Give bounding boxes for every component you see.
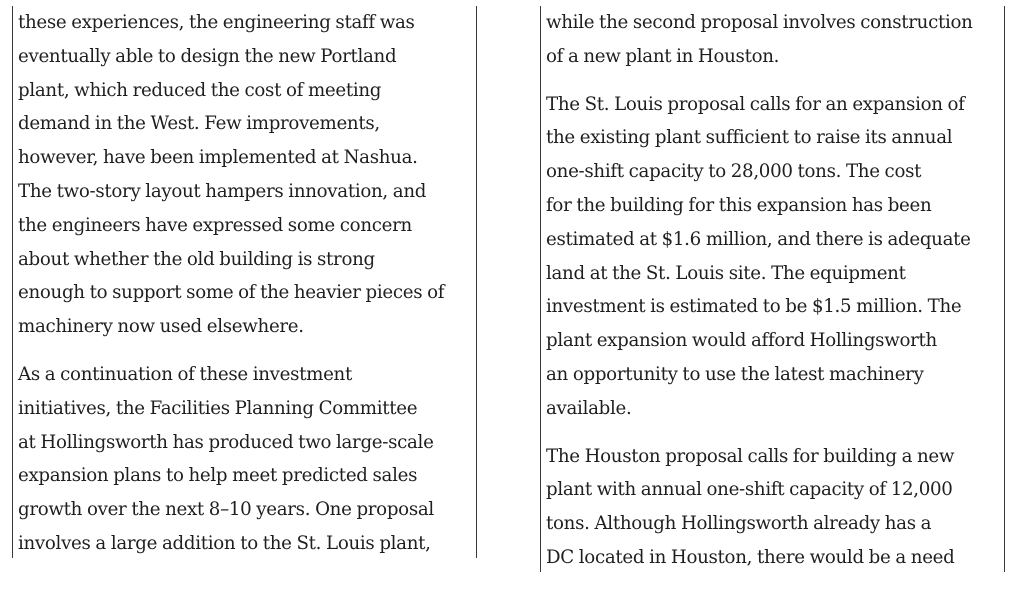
text-line: estimated at $1.6 million, and there is adequate [546,228,971,250]
text-line: the existing plant sufficient to raise its annual [546,127,953,149]
text-line: enough to support some of the heavier pieces of [18,282,445,304]
right-paragraph-3 [546,440,999,575]
text-line: tons. Although Hollingsworth already has a [546,513,932,535]
text-line: eventually able to design the new Portland [18,45,397,67]
left-text-column [12,6,477,558]
text-line: these experiences, the engineering staff was [18,12,415,33]
text-line: The Houston proposal calls for building a new [546,445,955,467]
text-line: one-shift capacity to 28,000 tons. The cost [546,161,922,183]
right-paragraph-1 [546,6,999,74]
right-text-column [540,6,1005,572]
text-line: however, have been implemented at Nashua. [18,147,418,169]
right-paragraph-2 [546,88,999,426]
left-paragraph-2 [18,358,471,561]
text-line: plant with annual one-shift capacity of 12,000 [546,479,953,501]
text-line: land at the St. Louis site. The equipment [546,262,906,284]
text-line: an opportunity to use the latest machinery [546,363,924,385]
text-line: The St. Louis proposal calls for an expansion of [546,93,965,115]
text-line: about whether the old building is strong [18,248,375,270]
text-line: initiatives, the Facilities Planning Committee [18,397,418,419]
text-line: investment is estimated to be $1.5 million. The [546,296,962,318]
text-line: growth over the next 8–10 years. One proposal [18,499,434,521]
text-line: for the building for this expansion has been [546,194,932,216]
text-line: DC located in Houston, there would be a need [546,546,955,568]
text-line: of a new plant in Houston. [546,45,780,67]
text-line: while the second proposal involves construction [546,12,973,33]
text-line: demand in the West. Few improvements, [18,113,380,135]
text-line: As a continuation of these investment [18,363,352,385]
text-line: expansion plans to help meet predicted sales [18,465,418,487]
text-line: The two-story layout hampers innovation, and [18,180,427,202]
text-line: available. [546,397,632,419]
text-line: machinery now used elsewhere. [18,316,304,338]
text-line: involves a large addition to the St. Louis plant, [18,532,431,554]
text-line: at Hollingsworth has produced two large-scale [18,431,434,453]
text-line: plant expansion would afford Hollingsworth [546,330,937,352]
text-line: plant, which reduced the cost of meeting [18,79,382,101]
text-line: the engineers have expressed some concern [18,214,412,236]
left-paragraph-1 [18,6,471,344]
